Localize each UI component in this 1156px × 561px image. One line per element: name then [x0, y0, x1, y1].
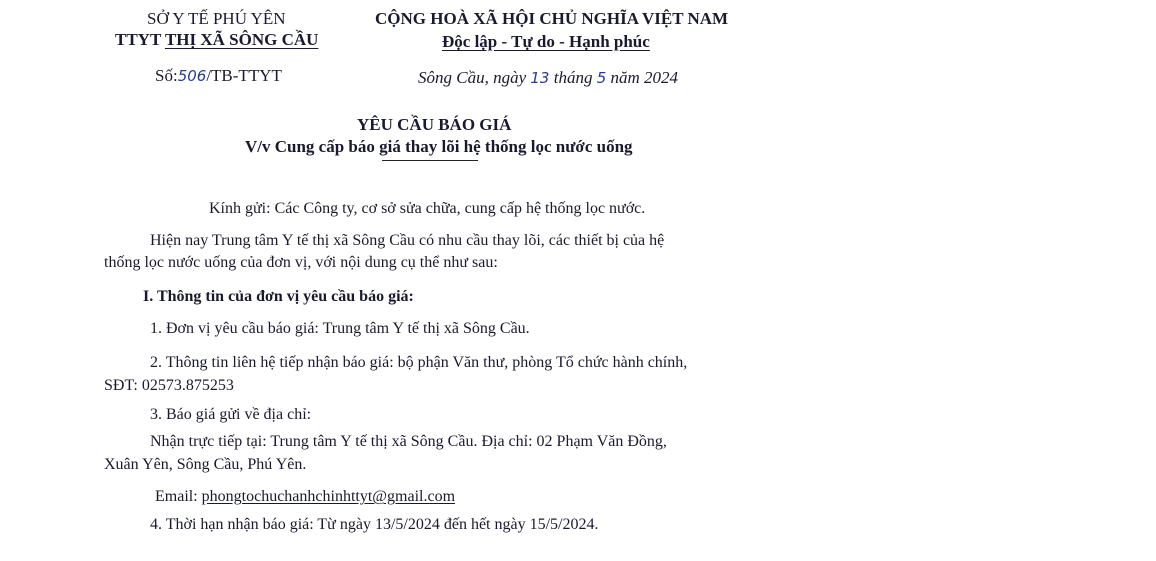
- email-link[interactable]: phongtochuchanhchinhttyt@gmail.com: [201, 488, 456, 505]
- center-name: [115, 30, 318, 50]
- center-prefix: TTYT: [115, 30, 165, 49]
- date-month: 5: [596, 69, 607, 87]
- item-2-line-1: 2. Thông tin liên hệ tiếp nhận báo giá: bộ phận Văn thư, phòng Tổ chức hành chính,: [150, 354, 688, 371]
- item-2-line-2: SĐT: 02573.875253: [104, 377, 234, 394]
- blank-margin: [795, 0, 1156, 561]
- address-line-2: Xuân Yên, Sông Cầu, Phú Yên.: [104, 456, 307, 473]
- nation-name: CỘNG HOÀ XÃ HỘI CHỦ NGHĨA VIỆT NAM: [375, 9, 729, 28]
- document-title: YÊU CẦU BÁO GIÁ: [357, 115, 512, 134]
- section-1-title: I. Thông tin của đơn vị yêu cầu báo giá:: [143, 288, 414, 305]
- title-rule: [382, 160, 478, 161]
- ministry-name: SỞ Y TẾ PHÚ YÊN: [147, 9, 286, 28]
- date-month-label: tháng: [553, 68, 593, 87]
- number-handwritten: 506: [177, 67, 207, 85]
- document-number: [155, 66, 282, 86]
- email-line: [155, 488, 455, 506]
- date-place: Sông Cầu, ngày: [418, 68, 527, 87]
- intro-line-1: Hiện nay Trung tâm Y tế thị xã Sông Cầu có nhu cầu thay lõi, các thiết bị của hệ: [150, 232, 665, 249]
- national-motto: Độc lập - Tự do - Hạnh phúc: [442, 32, 650, 51]
- date-day: 13: [530, 69, 550, 87]
- item-1: 1. Đơn vị yêu cầu báo giá: Trung tâm Y tế thị xã Sông Cầu.: [150, 320, 530, 337]
- greeting: Kính gửi: Các Công ty, cơ sở sửa chữa, cung cấp hệ thống lọc nước.: [209, 200, 646, 217]
- number-suffix: /TB-TTYT: [206, 66, 282, 85]
- document-subject: V/v Cung cấp báo giá thay lõi hệ thống lọc nước uống: [245, 137, 633, 156]
- intro-line-2: thống lọc nước uống của đơn vị, với nội dung cụ thể như sau:: [104, 254, 498, 271]
- item-3: 3. Báo giá gửi về địa chỉ:: [150, 406, 312, 423]
- email-label: Email:: [155, 488, 202, 505]
- item-4: 4. Thời hạn nhận báo giá: Từ ngày 13/5/2024 đến hết ngày 15/5/2024.: [150, 516, 599, 533]
- date-year: năm 2024: [610, 68, 679, 87]
- center-name-underlined: THỊ XÃ SÔNG CẦU: [164, 30, 319, 49]
- address-line-1: Nhận trực tiếp tại: Trung tâm Y tế thị xã Sông Cầu. Địa chỉ: 02 Phạm Văn Đồng,: [150, 433, 667, 450]
- date-line: [418, 68, 678, 88]
- number-prefix: Số:: [155, 66, 178, 85]
